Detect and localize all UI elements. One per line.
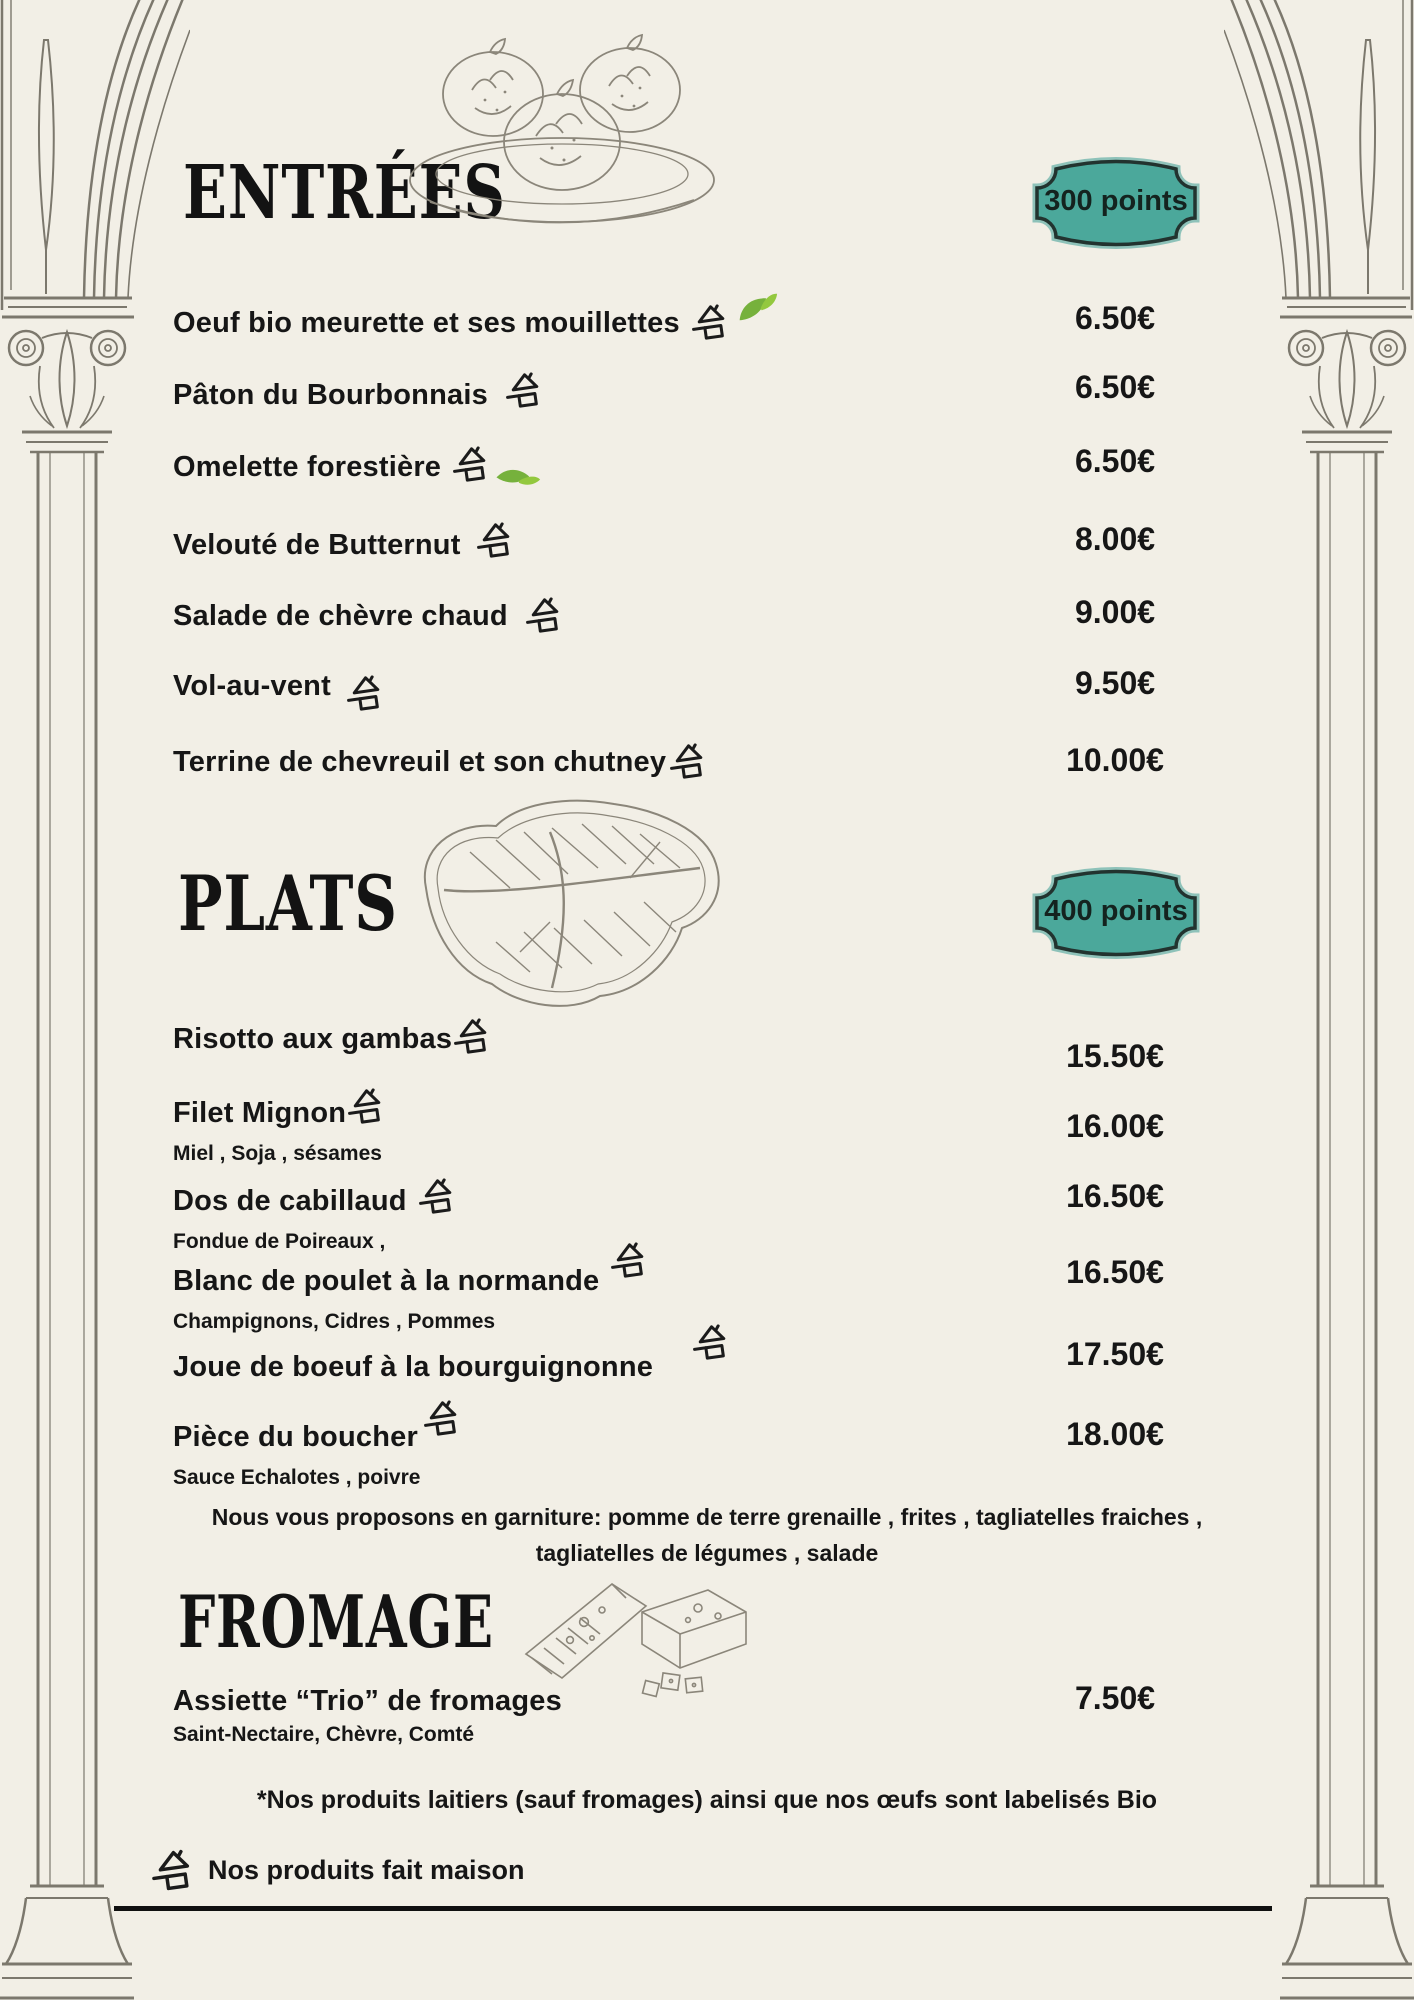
item-price: 16.50€ <box>1066 1254 1164 1290</box>
item-name: Oeuf bio meurette et ses mouillettes <box>173 307 680 339</box>
item-description: Sauce Echalotes , poivre <box>173 1465 421 1489</box>
fait-maison-icon <box>504 371 548 409</box>
bio-leaf-icon <box>492 453 543 503</box>
menu-item <box>173 528 519 569</box>
item-price: 10.00€ <box>1066 742 1164 778</box>
bio-leaf-icon <box>736 291 778 324</box>
steak-illustration <box>400 792 745 1025</box>
item-price: 6.50€ <box>1074 443 1156 479</box>
item-price: 8.00€ <box>1074 521 1156 557</box>
item-name: Salade de chèvre chaud <box>173 600 508 632</box>
menu-item <box>173 1184 461 1254</box>
item-description: Miel , Soja , sésames <box>173 1141 382 1165</box>
item-price: 6.50€ <box>1074 300 1156 336</box>
item-price: 18.00€ <box>1066 1416 1164 1452</box>
item-price: 7.50€ <box>1074 1680 1156 1716</box>
item-description: Fondue de Poireaux , <box>173 1229 386 1253</box>
fait-maison-icon <box>690 303 734 341</box>
fait-maison-icon <box>524 596 568 634</box>
item-name: Filet Mignon <box>173 1097 347 1129</box>
menu-item <box>173 1684 562 1747</box>
points-badge-label: 400 points <box>1044 894 1188 927</box>
section-title-plats: PLATS <box>178 859 398 948</box>
fait-maison-icon <box>346 1087 390 1125</box>
menu-item <box>173 745 712 786</box>
item-price: 16.50€ <box>1066 1178 1164 1214</box>
fait-maison-icon <box>150 1848 200 1892</box>
fait-maison-icon <box>451 445 495 483</box>
menu-item <box>173 1096 390 1166</box>
homemade-legend <box>150 1848 525 1892</box>
fait-maison-icon <box>422 1399 466 1437</box>
section-title-fromage: FROMAGE <box>178 1579 494 1664</box>
menu-item <box>173 378 548 419</box>
menu-item <box>173 450 537 491</box>
bottom-divider <box>114 1906 1272 1911</box>
item-name: Joue de boeuf à la bourguignonne <box>173 1351 654 1383</box>
item-price: 9.50€ <box>1074 665 1156 701</box>
item-price: 17.50€ <box>1066 1336 1164 1372</box>
menu-item <box>173 1350 735 1391</box>
garnish-note-line1: Nous vous proposons en garniture: pomme de terre grenaille , frites , tagliatelles fraiches , <box>211 1504 1203 1530</box>
points-badge-label: 300 points <box>1044 184 1188 217</box>
bio-note: *Nos produits laitiers (sauf fromages) ainsi que nos œufs sont labelisés Bio <box>256 1786 1158 1814</box>
fait-maison-icon <box>452 1017 496 1055</box>
item-price: 6.50€ <box>1074 369 1156 405</box>
item-price: 9.00€ <box>1074 594 1156 630</box>
homemade-legend-label: Nos produits fait maison <box>208 1854 525 1885</box>
menu-item <box>173 1420 466 1490</box>
item-name: Omelette forestière <box>173 451 442 483</box>
gothic-arch-left-decoration <box>0 0 190 2000</box>
fait-maison-icon <box>345 674 389 712</box>
fait-maison-icon <box>691 1323 735 1361</box>
item-name: Dos de cabillaud <box>173 1185 407 1217</box>
fait-maison-icon <box>609 1241 653 1279</box>
menu-item <box>173 1264 653 1334</box>
item-description: Champignons, Cidres , Pommes <box>173 1309 496 1333</box>
points-badge-300 <box>1016 150 1216 256</box>
points-badge-400 <box>1016 860 1216 966</box>
item-name: Assiette “Trio” de fromages <box>173 1685 562 1717</box>
item-price: 16.00€ <box>1066 1108 1164 1144</box>
section-title-entrees: ENTRÉES <box>183 150 506 236</box>
item-name: Vol-au-vent <box>173 670 331 702</box>
item-name: Pièce du boucher <box>173 1421 418 1453</box>
gothic-arch-right-decoration <box>1224 0 1414 2000</box>
item-price: 15.50€ <box>1066 1038 1164 1074</box>
item-name: Terrine de chevreuil et son chutney <box>173 746 667 778</box>
item-description: Saint-Nectaire, Chèvre, Comté <box>173 1723 475 1746</box>
menu-item <box>173 599 568 640</box>
item-name: Velouté de Butternut <box>173 529 461 561</box>
deviled-eggs-illustration <box>390 30 735 245</box>
fait-maison-icon <box>417 1177 461 1215</box>
item-name: Pâton du Bourbonnais <box>173 379 488 411</box>
menu-item <box>173 669 389 710</box>
garnish-note-line2: tagliatelles de légumes , salade <box>535 1540 879 1566</box>
menu-item <box>173 1022 496 1063</box>
fait-maison-icon <box>475 521 519 559</box>
fait-maison-icon <box>668 742 712 780</box>
item-name: Risotto aux gambas <box>173 1023 453 1055</box>
item-name: Blanc de poulet à la normande <box>173 1265 600 1297</box>
menu-item <box>173 306 778 347</box>
